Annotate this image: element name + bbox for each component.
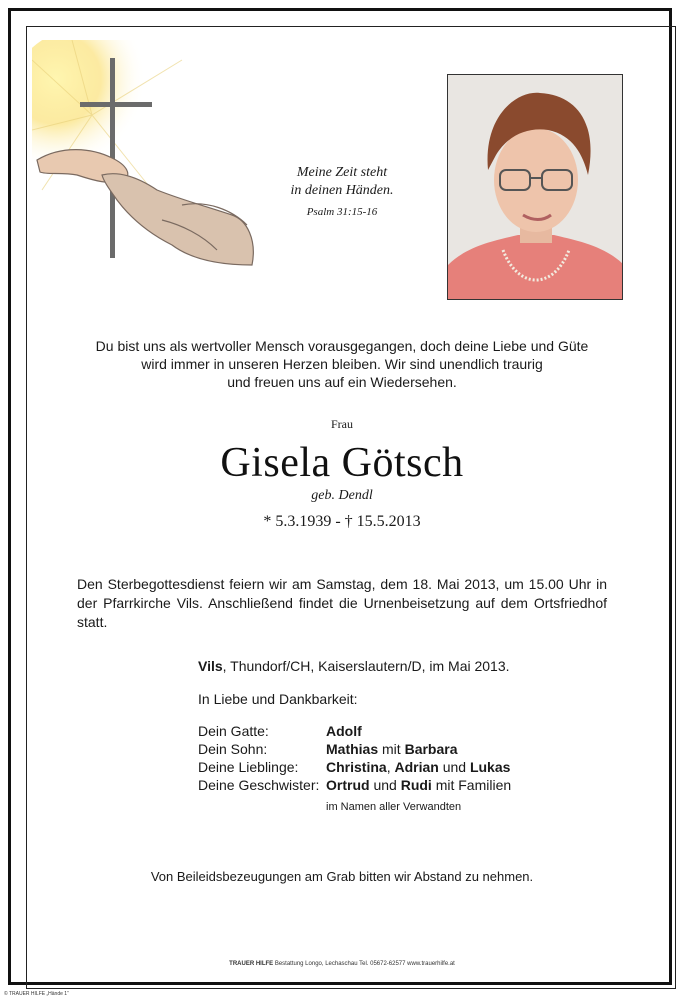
family-row-favorites bbox=[198, 758, 511, 776]
favorites-label: Deine Lieblinge: bbox=[198, 759, 299, 775]
condolence-note: Von Beileidsbezeugungen am Grab bitten wir Abstand zu nehmen. bbox=[150, 869, 534, 884]
son-partner: Barbara bbox=[404, 741, 458, 757]
on-behalf-line: im Namen aller Verwandten bbox=[326, 801, 462, 813]
sibling-2: Rudi bbox=[400, 777, 432, 793]
intro-text bbox=[60, 337, 624, 391]
cross-hands-illustration bbox=[32, 40, 272, 290]
place-town: Vils bbox=[198, 658, 223, 674]
favorite-sep: , bbox=[386, 759, 395, 775]
quote-line-2: in deinen Händen. bbox=[290, 183, 394, 198]
intro-line-1: Du bist uns als wertvoller Mensch vorausgegangen, doch deine Liebe und Güte bbox=[95, 338, 589, 354]
favorite-1: Christina bbox=[326, 759, 387, 775]
funeral-home-footer bbox=[0, 961, 684, 967]
life-dates: * 5.3.1939 - † 15.5.2013 bbox=[263, 513, 421, 530]
favorite-2: Adrian bbox=[394, 759, 439, 775]
sibling-1: Ortrud bbox=[326, 777, 370, 793]
quote-reference: Psalm 31:15-16 bbox=[306, 206, 378, 218]
deceased-name: Gisela Götsch bbox=[220, 440, 464, 486]
footer-brand: TRAUER HILFE bbox=[229, 961, 274, 967]
spouse-label: Dein Gatte: bbox=[198, 723, 269, 739]
spouse-name: Adolf bbox=[326, 723, 362, 739]
place-and-date bbox=[198, 658, 510, 674]
favorite-and: und bbox=[438, 759, 470, 775]
intro-line-3: und freuen uns auf ein Wiedersehen. bbox=[227, 374, 457, 390]
face bbox=[494, 128, 578, 232]
siblings-label: Deine Geschwister: bbox=[198, 777, 320, 793]
family-list bbox=[198, 722, 511, 794]
salutation: Frau bbox=[331, 417, 353, 431]
intro-line-2: wird immer in unseren Herzen bleiben. Wir sind unendlich traurig bbox=[141, 356, 543, 372]
image-credit: © TRAUER HILFE „Hände 1“ bbox=[4, 991, 69, 997]
son-label: Dein Sohn: bbox=[198, 741, 268, 757]
maiden-name: geb. Dendl bbox=[311, 488, 373, 503]
favorite-3: Lukas bbox=[469, 759, 511, 775]
portrait-photo bbox=[447, 74, 623, 300]
footer-text: Bestattung Longo, Lechaschau Tel. 05672-62577 www.trauerhilfe.at bbox=[273, 961, 455, 967]
psalm-quote bbox=[262, 164, 422, 221]
family-row-son bbox=[198, 740, 511, 758]
sibling-rest: mit Familien bbox=[431, 777, 512, 793]
son-with: mit bbox=[378, 741, 405, 757]
family-row-spouse bbox=[198, 722, 511, 740]
sibling-and: und bbox=[369, 777, 401, 793]
place-rest: , Thundorf/CH, Kaiserslautern/D, im Mai 2013. bbox=[222, 658, 510, 674]
quote-line-1: Meine Zeit steht bbox=[296, 165, 388, 180]
service-announcement: Den Sterbegottesdienst feiern wir am Samstag, dem 18. Mai 2013, um 15.00 Uhr in der Pfarrkirche Vils. Anschließend findet die Urnenbeisetzung auf dem Ortsfriedhof statt. bbox=[77, 576, 607, 630]
gratitude-line: In Liebe und Dankbarkeit: bbox=[198, 691, 358, 707]
family-row-siblings bbox=[198, 776, 511, 794]
son-name: Mathias bbox=[326, 741, 379, 757]
